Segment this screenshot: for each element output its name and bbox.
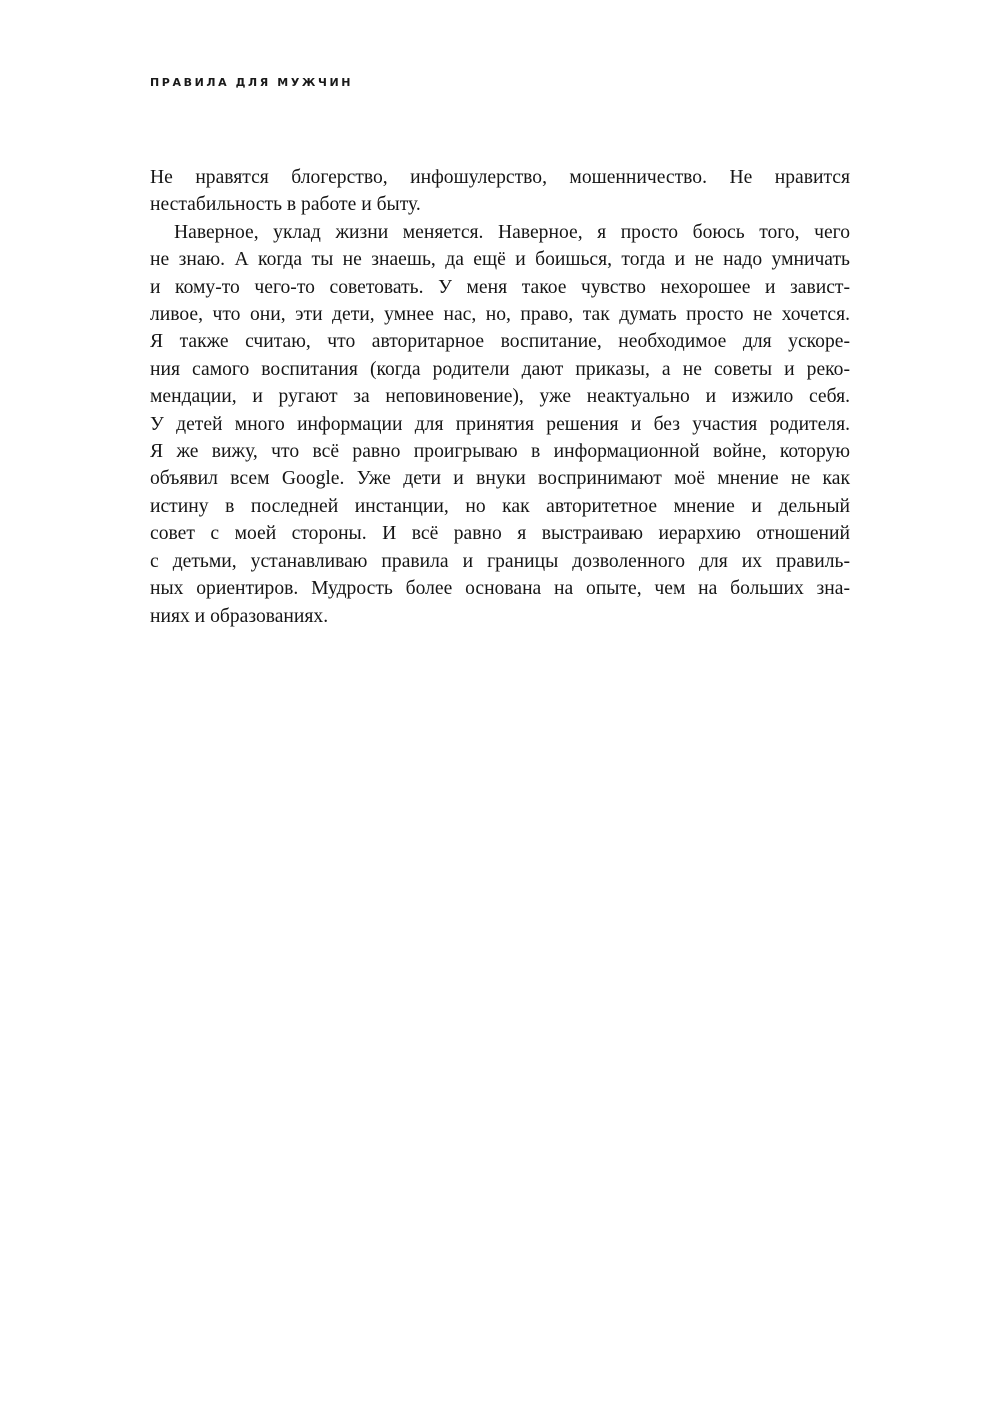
text-line: Наверное, уклад жизни меняется. Наверное, я просто боюсь того, чего [174,221,850,243]
text-line: Я же вижу, что всё равно проигрываю в информационной войне, которую [150,441,850,463]
text-line: У детей много информации для принятия решения и без участия родителя. [150,413,850,435]
paragraph-1 [150,164,850,219]
body-text [150,164,850,630]
text-line: ных ориентиров. Мудрость более основана на опыте, чем на больших зна- [150,578,850,600]
text-line: истину в последней инстанции, но как авторитетное мнение и дельный [150,495,850,517]
paragraph-2 [150,219,850,630]
text-line: Я также считаю, что авторитарное воспитание, необходимое для ускоре- [150,331,850,353]
text-line: совет с моей стороны. И всё равно я выстраиваю иерархию отношений [150,523,850,545]
text-line: ниях и образованиях. [150,605,329,627]
text-line: не знаю. А когда ты не знаешь, да ещё и боишься, тогда и не надо умничать [150,249,850,271]
text-line: нестабильность в работе и быту. [150,194,421,216]
text-line: ливое, что они, эти дети, умнее нас, но, право, так думать просто не хочется. [150,304,850,326]
running-header: ПРАВИЛА ДЛЯ МУЖЧИН [150,76,354,89]
text-line: с детьми, устанавливаю правила и границы дозволенного для их правиль- [150,550,850,572]
text-line: и кому-то чего-то советовать. У меня такое чувство нехорошее и завист- [150,276,850,298]
text-line: ния самого воспитания (когда родители дают приказы, а не советы и реко- [150,358,850,380]
text-line: Не нравятся блогерство, инфошулерство, мошенничество. Не нравится [150,167,850,188]
text-line: объявил всем Google. Уже дети и внуки воспринимают моё мнение не как [150,468,850,490]
text-line: мендации, и ругают за неповиновение), уже неактуально и изжило себя. [150,386,850,408]
